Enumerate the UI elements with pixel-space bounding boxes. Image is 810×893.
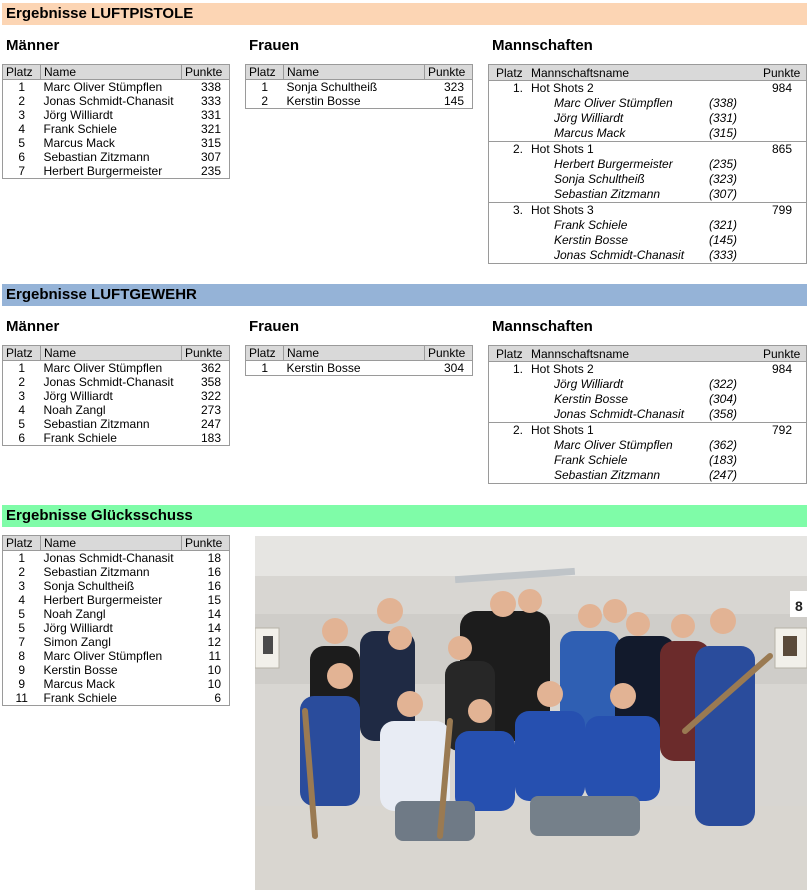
- table-row: [3, 417, 230, 431]
- name-cell: Marc Oliver Stümpflen: [43, 361, 163, 375]
- team-member-row: [489, 438, 806, 453]
- member-name: Jonas Schmidt-Chanasit: [554, 248, 685, 262]
- name-cell: Jörg Williardt: [43, 389, 113, 403]
- name-cell: Herbert Burgermeister: [43, 164, 163, 178]
- place-cell: 4: [18, 593, 26, 607]
- points-cell: 358: [200, 375, 221, 389]
- place-cell: 7: [18, 164, 26, 178]
- member-name: Sebastian Zitzmann: [554, 468, 661, 482]
- place-cell: 6: [18, 150, 26, 164]
- place-cell: 3: [18, 389, 26, 403]
- team-place: 3.: [513, 203, 524, 217]
- table-row: [3, 164, 230, 179]
- table-row: [3, 375, 230, 389]
- pistol-section-title: Ergebnisse LUFTPISTOLE: [2, 3, 807, 25]
- member-name: Kerstin Bosse: [554, 233, 629, 247]
- place-cell: 9: [18, 677, 26, 691]
- name-cell: Jonas Schmidt-Chanasit: [43, 375, 174, 389]
- member-score: (331): [709, 111, 738, 125]
- team-member-row: [489, 218, 806, 233]
- team-group: [489, 422, 806, 483]
- name-cell: Sonja Schultheiß: [43, 579, 135, 593]
- table-row: [3, 403, 230, 417]
- points-cell: 14: [207, 621, 221, 635]
- col-place: Platz: [3, 536, 41, 551]
- points-cell: 307: [200, 150, 221, 164]
- team-member-row: [489, 233, 806, 248]
- points-cell: 145: [443, 94, 464, 108]
- col-points: Punkte: [425, 65, 473, 80]
- team-row: [489, 142, 806, 157]
- place-cell: 1: [18, 80, 26, 94]
- points-cell: 18: [207, 551, 221, 565]
- name-cell: Kerstin Bosse: [286, 361, 361, 375]
- col-points: Punkte: [182, 65, 230, 80]
- place-cell: 4: [18, 403, 26, 417]
- member-name: Frank Schiele: [554, 218, 628, 232]
- team-name: Hot Shots 2: [531, 362, 594, 376]
- team-group: [489, 141, 806, 202]
- place-cell: 4: [18, 122, 26, 136]
- teams-header: [489, 346, 806, 362]
- points-cell: 323: [443, 80, 464, 94]
- team-member-row: [489, 172, 806, 187]
- points-cell: 10: [207, 677, 221, 691]
- name-cell: Jörg Williardt: [43, 621, 113, 635]
- member-score: (307): [709, 187, 738, 201]
- points-cell: 16: [207, 565, 221, 579]
- team-member-row: [489, 468, 806, 483]
- team-member-row: [489, 111, 806, 126]
- member-score: (145): [709, 233, 738, 247]
- member-score: (247): [709, 468, 738, 482]
- name-cell: Sebastian Zitzmann: [43, 565, 150, 579]
- name-cell: Simon Zangl: [43, 635, 111, 649]
- name-cell: Noah Zangl: [43, 607, 106, 621]
- place-cell: 1: [18, 551, 26, 565]
- col-place: Platz: [3, 346, 41, 361]
- member-name: Marcus Mack: [554, 126, 626, 140]
- member-name: Marc Oliver Stümpflen: [554, 438, 673, 452]
- col-team-name: Mannschaftsname: [531, 66, 630, 80]
- pistol-men-heading: Männer: [6, 37, 60, 54]
- place-cell: 2: [261, 94, 269, 108]
- place-cell: 6: [18, 431, 26, 445]
- points-cell: 183: [200, 431, 221, 445]
- points-cell: 10: [207, 663, 221, 677]
- table-row: [3, 431, 230, 446]
- place-cell: 5: [18, 607, 26, 621]
- place-cell: 2: [18, 565, 26, 579]
- name-cell: Marc Oliver Stümpflen: [43, 80, 163, 94]
- points-cell: 12: [207, 635, 221, 649]
- table-row: [3, 389, 230, 403]
- member-name: Frank Schiele: [554, 453, 628, 467]
- points-cell: 6: [214, 691, 221, 705]
- place-cell: 8: [18, 649, 26, 663]
- table-row: [3, 565, 230, 579]
- place-cell: 2: [18, 375, 26, 389]
- rifle-women-table: [245, 345, 473, 376]
- table-row: [3, 677, 230, 691]
- member-name: Jörg Williardt: [554, 377, 624, 391]
- table-row: [246, 361, 473, 376]
- name-cell: Sebastian Zitzmann: [43, 417, 150, 431]
- name-cell: Marcus Mack: [43, 136, 115, 150]
- team-member-row: [489, 157, 806, 172]
- col-team-name: Mannschaftsname: [531, 347, 630, 361]
- table-row: [3, 579, 230, 593]
- name-cell: Marcus Mack: [43, 677, 115, 691]
- rifle-section-title: Ergebnisse LUFTGEWEHR: [2, 284, 807, 306]
- col-place: Platz: [246, 65, 284, 80]
- team-name: Hot Shots 2: [531, 81, 594, 95]
- table-row: [3, 150, 230, 164]
- points-cell: 321: [200, 122, 221, 136]
- team-place: 2.: [513, 423, 524, 437]
- team-place: 2.: [513, 142, 524, 156]
- member-name: Jonas Schmidt-Chanasit: [554, 407, 685, 421]
- team-member-row: [489, 407, 806, 422]
- team-member-row: [489, 392, 806, 407]
- col-points: Punkte: [763, 66, 801, 80]
- points-cell: 315: [200, 136, 221, 150]
- name-cell: Sonja Schultheiß: [286, 80, 378, 94]
- table-row: [3, 122, 230, 136]
- team-row: [489, 203, 806, 218]
- member-score: (333): [709, 248, 738, 262]
- points-cell: 362: [200, 361, 221, 375]
- name-cell: Kerstin Bosse: [43, 663, 118, 677]
- member-name: Kerstin Bosse: [554, 392, 629, 406]
- team-points: 984: [772, 362, 793, 376]
- team-group: [489, 202, 806, 263]
- lane-sign-number: 8: [795, 598, 803, 614]
- member-score: (322): [709, 377, 738, 391]
- col-place: Platz: [246, 346, 284, 361]
- table-row: [3, 621, 230, 635]
- member-score: (358): [709, 407, 738, 421]
- name-cell: Jonas Schmidt-Chanasit: [43, 551, 174, 565]
- team-name: Hot Shots 1: [531, 423, 594, 437]
- member-score: (323): [709, 172, 738, 186]
- team-name: Hot Shots 1: [531, 142, 594, 156]
- team-group: [489, 362, 806, 422]
- col-name: Name: [41, 346, 182, 361]
- place-cell: 5: [18, 417, 26, 431]
- member-score: (338): [709, 96, 738, 110]
- table-row: [3, 649, 230, 663]
- place-cell: 9: [18, 663, 26, 677]
- col-name: Name: [284, 346, 425, 361]
- points-cell: 322: [200, 389, 221, 403]
- team-points: 792: [772, 423, 793, 437]
- team-row: [489, 362, 806, 377]
- member-score: (362): [709, 438, 738, 452]
- team-row: [489, 81, 806, 96]
- luck-table: [2, 535, 230, 706]
- name-cell: Marc Oliver Stümpflen: [43, 649, 163, 663]
- member-score: (321): [709, 218, 738, 232]
- col-points: Punkte: [763, 347, 801, 361]
- teams-header: [489, 65, 806, 81]
- member-name: Sonja Schultheiß: [554, 172, 645, 186]
- name-cell: Noah Zangl: [43, 403, 106, 417]
- pistol-women-table: [245, 64, 473, 109]
- table-row: [3, 136, 230, 150]
- team-points: 799: [772, 203, 793, 217]
- place-cell: 3: [18, 579, 26, 593]
- member-name: Jörg Williardt: [554, 111, 624, 125]
- rifle-men-table: [2, 345, 230, 446]
- name-cell: Kerstin Bosse: [286, 94, 361, 108]
- table-row: [3, 635, 230, 649]
- name-cell: Jörg Williardt: [43, 108, 113, 122]
- name-cell: Sebastian Zitzmann: [43, 150, 150, 164]
- team-row: [489, 423, 806, 438]
- points-cell: 15: [207, 593, 221, 607]
- rifle-teams-table: [488, 345, 807, 484]
- member-score: (235): [709, 157, 738, 171]
- points-cell: 11: [208, 649, 221, 663]
- name-cell: Herbert Burgermeister: [43, 593, 163, 607]
- member-name: Herbert Burgermeister: [554, 157, 673, 171]
- col-place: Platz: [3, 65, 41, 80]
- place-cell: 1: [261, 361, 269, 375]
- col-name: Name: [41, 65, 182, 80]
- rifle-men-heading: Männer: [6, 318, 60, 335]
- points-cell: 235: [200, 164, 221, 178]
- place-cell: 7: [18, 635, 26, 649]
- team-group: [489, 81, 806, 141]
- points-cell: 338: [200, 80, 221, 94]
- points-cell: 331: [200, 108, 221, 122]
- name-cell: Frank Schiele: [43, 431, 117, 445]
- table-row: [3, 607, 230, 621]
- points-cell: 273: [200, 403, 221, 417]
- table-row: [3, 551, 230, 566]
- team-points: 984: [772, 81, 793, 95]
- place-cell: 1: [18, 361, 26, 375]
- group-photo: [255, 536, 807, 890]
- table-row: [3, 663, 230, 677]
- table-row: [3, 80, 230, 95]
- team-points: 865: [772, 142, 793, 156]
- rifle-women-heading: Frauen: [249, 318, 300, 335]
- pistol-teams-heading: Mannschaften: [492, 37, 593, 54]
- team-member-row: [489, 96, 806, 111]
- place-cell: 5: [18, 621, 26, 635]
- points-cell: 247: [200, 417, 221, 431]
- team-place: 1.: [513, 81, 524, 95]
- points-cell: 14: [207, 607, 221, 621]
- col-place: Platz: [496, 66, 523, 80]
- col-name: Name: [284, 65, 425, 80]
- col-points: Punkte: [182, 536, 230, 551]
- table-row: [246, 80, 473, 95]
- table-row: [3, 108, 230, 122]
- points-cell: 304: [443, 361, 464, 375]
- table-row: [246, 94, 473, 109]
- col-points: Punkte: [425, 346, 473, 361]
- table-row: [3, 691, 230, 706]
- name-cell: Frank Schiele: [43, 691, 117, 705]
- table-row: [3, 593, 230, 607]
- points-cell: 16: [207, 579, 221, 593]
- rifle-teams-heading: Mannschaften: [492, 318, 593, 335]
- place-cell: 2: [18, 94, 26, 108]
- pistol-teams-table: [488, 64, 807, 264]
- place-cell: 1: [261, 80, 269, 94]
- team-member-row: [489, 377, 806, 392]
- place-cell: 5: [18, 136, 26, 150]
- col-name: Name: [41, 536, 182, 551]
- member-score: (304): [709, 392, 738, 406]
- place-cell: 11: [15, 691, 28, 705]
- member-score: (183): [709, 453, 738, 467]
- team-member-row: [489, 126, 806, 141]
- col-place: Platz: [496, 347, 523, 361]
- member-name: Marc Oliver Stümpflen: [554, 96, 673, 110]
- name-cell: Frank Schiele: [43, 122, 117, 136]
- luck-section-title: Ergebnisse Glücksschuss: [2, 505, 807, 527]
- col-points: Punkte: [182, 346, 230, 361]
- name-cell: Jonas Schmidt-Chanasit: [43, 94, 174, 108]
- team-place: 1.: [513, 362, 524, 376]
- table-row: [3, 94, 230, 108]
- member-name: Sebastian Zitzmann: [554, 187, 661, 201]
- team-member-row: [489, 187, 806, 202]
- team-member-row: [489, 453, 806, 468]
- place-cell: 3: [18, 108, 26, 122]
- team-member-row: [489, 248, 806, 263]
- member-score: (315): [709, 126, 738, 140]
- pistol-men-table: [2, 64, 230, 179]
- team-name: Hot Shots 3: [531, 203, 594, 217]
- points-cell: 333: [200, 94, 221, 108]
- table-row: [3, 361, 230, 376]
- pistol-women-heading: Frauen: [249, 37, 300, 54]
